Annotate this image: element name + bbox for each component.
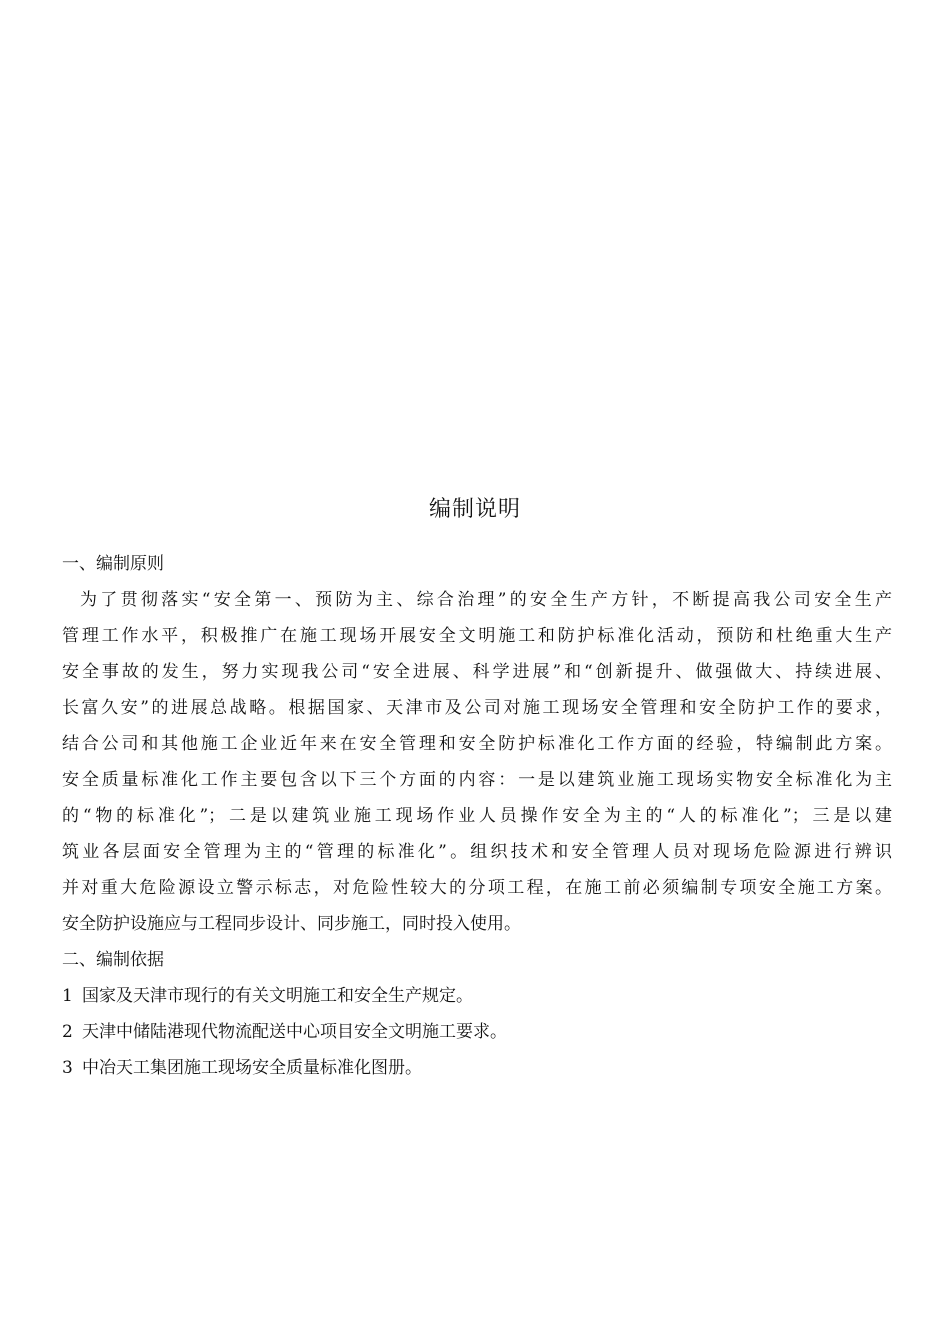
section-heading-basis: 二、编制依据 (62, 950, 164, 970)
page-title: 编制说明 (428, 497, 521, 522)
list-item-number: 1 (62, 986, 73, 1006)
document-body (62, 546, 892, 1086)
list-item (62, 1050, 892, 1086)
paragraph-line: 安全事故的发生，努力实现我公司“安全进展、科学进展”和“创新提升、做强做大、持续进展、 (62, 662, 892, 682)
paragraph-line: 管理工作水平，积极推广在施工现场开展安全文明施工和防护标准化活动，预防和杜绝重大生产 (62, 626, 892, 646)
section-heading-principles: 一、编制原则 (62, 554, 164, 574)
paragraph-line: 安全质量标准化工作主要包含以下三个方面的内容：一是以建筑业施工现场实物安全标准化为主 (62, 770, 892, 790)
list-item-text: 国家及天津市现行的有关文明施工和安全生产规定。 (82, 986, 473, 1006)
paragraph-line: 为了贯彻落实“安全第一、预防为主、综合治理”的安全生产方针，不断提高我公司安全生产 (80, 590, 892, 610)
list-item (62, 1014, 892, 1050)
list-item-text: 天津中储陆港现代物流配送中心项目安全文明施工要求。 (82, 1022, 507, 1042)
paragraph-line: 的“物的标准化”；二是以建筑业施工现场作业人员操作安全为主的“人的标准化”；三是以建 (62, 806, 892, 826)
paragraph-line: 长富久安”的进展总战略。根据国家、天津市及公司对施工现场安全管理和安全防护工作的要求， (62, 698, 892, 718)
list-item-text: 中冶天工集团施工现场安全质量标准化图册。 (82, 1058, 422, 1078)
list-item (62, 978, 892, 1014)
list-item-number: 3 (62, 1058, 73, 1078)
paragraph-line: 筑业各层面安全管理为主的“管理的标准化”。组织技术和安全管理人员对现场危险源进行辨识 (62, 842, 892, 862)
paragraph-line: 安全防护设施应与工程同步设计、同步施工，同时投入使用。 (62, 914, 521, 934)
paragraph-line: 并对重大危险源设立警示标志，对危险性较大的分项工程，在施工前必须编制专项安全施工方案。 (62, 878, 892, 898)
basis-list (62, 978, 892, 1086)
principles-paragraph (62, 582, 892, 942)
paragraph-line: 结合公司和其他施工企业近年来在安全管理和安全防护标准化工作方面的经验，特编制此方案。 (62, 734, 892, 754)
list-item-number: 2 (62, 1022, 73, 1042)
